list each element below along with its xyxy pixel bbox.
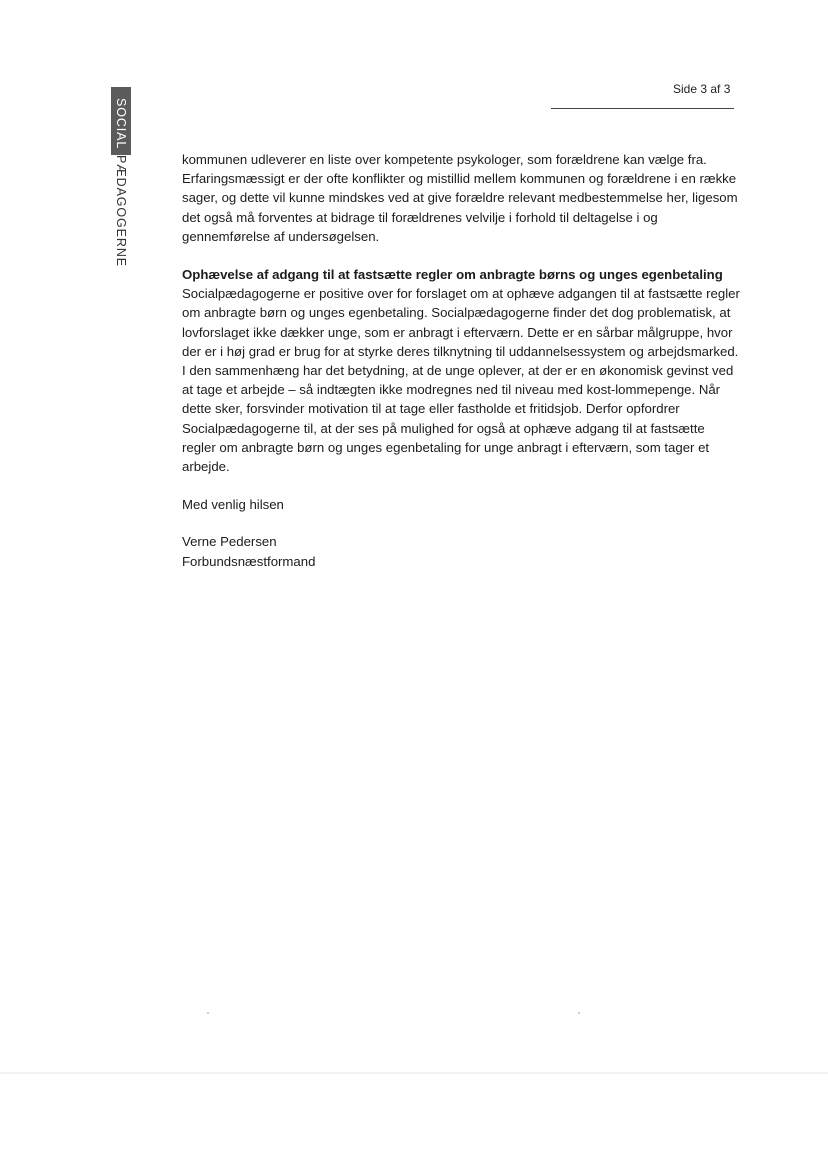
- brand-logo-text: [111, 87, 131, 267]
- brand-logo-part1: SOCIAL: [114, 98, 128, 150]
- body-paragraph-2: Socialpædagogerne er positive over for forslaget om at ophæve adgangen til at fastsætte regler om anbragte børn og unges egenbetaling. Socialpædagogerne finder det dog problematisk, at lovforslaget ikke dækker unge, som er anbragt i efterværn. Dette er en sårbar målgruppe, hvor der er i høj grad er brug for at styrke deres tilknytning til uddannelsessystem og arbejdsmarked. I den sammenhæng har det betydning, at de unge oplever, at der er en økonomisk gevinst ved at tage et arbejde – så indtægten ikke modregnes ned til niveau med kost-lommepenge. Når dette sker, forsvinder motivation til at tage eller fastholde et fritidsjob. Derfor opfordrer Socialpædagogerne til, at der ses på mulighed for også at ophæve adgang til at fastsætte regler om anbragte børn og unges egenbetaling for unge anbragt i efterværn, som tager et arbejde.: [182, 286, 740, 475]
- signer-title: Forbundsnæstformand: [182, 553, 316, 569]
- scan-speck: [207, 1012, 209, 1014]
- scan-speck: [578, 1012, 580, 1014]
- page-number: Side 3 af 3: [673, 82, 731, 96]
- section-heading: Ophævelse af adgang til at fastsætte regler om anbragte børns og unges egenbetaling: [182, 267, 723, 283]
- body-paragraph-1: kommunen udleverer en liste over kompetente psykologer, som forældrene kan vælge fra. Erfaringsmæssigt er der ofte konflikter og mistillid mellem kommunen og forældrene i en række sager, og dette vil kunne mindskes ved at give forældre relevant medbestemmelse her, ligesom det også må forventes at bidrage til forældrenes velvilje i forhold til deltagelse i og gennemførelse af undersøgelsen.: [182, 152, 738, 244]
- brand-logo-part2: PÆDAGOGERNE: [114, 155, 128, 267]
- scan-artifact-band: [0, 1072, 828, 1074]
- brand-logo: [111, 87, 131, 272]
- signer-name: Verne Pedersen: [182, 534, 277, 550]
- closing-salutation: Med venlig hilsen: [182, 497, 284, 513]
- letter-body: [182, 150, 742, 571]
- header-rule: [551, 108, 734, 109]
